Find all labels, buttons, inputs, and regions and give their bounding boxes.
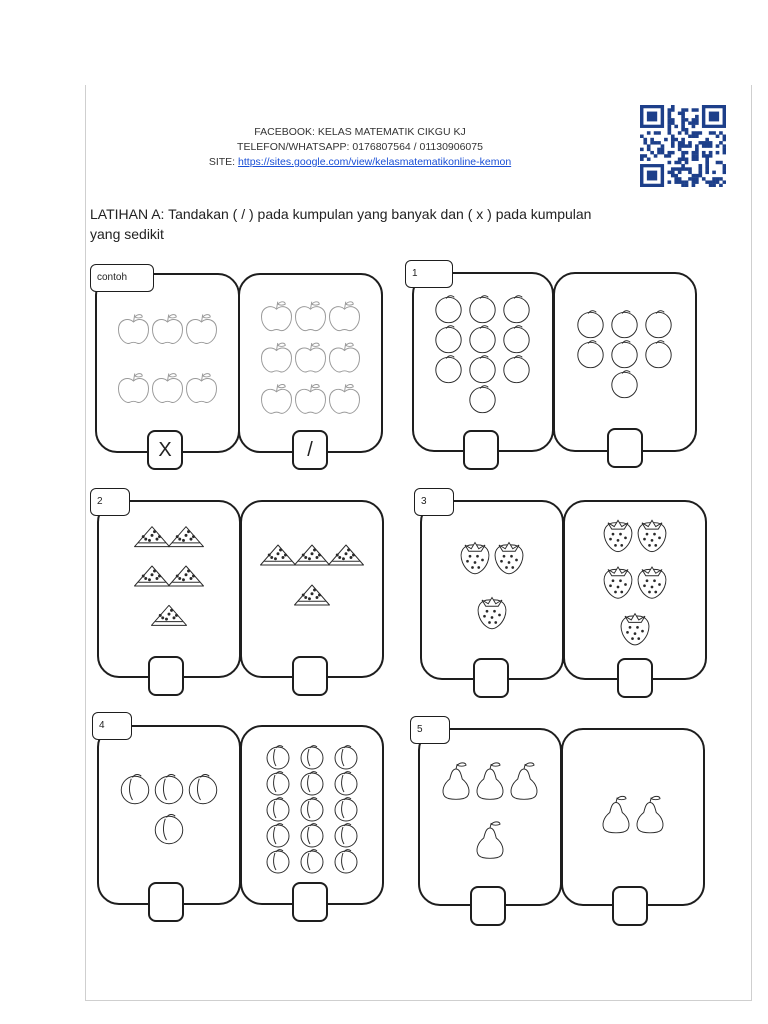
peach-icon bbox=[155, 815, 183, 844]
orange-icon bbox=[646, 311, 671, 338]
orange-icon bbox=[436, 326, 461, 353]
watermelon-icon bbox=[295, 545, 330, 565]
peach-icon bbox=[267, 798, 289, 821]
peach-icon bbox=[189, 775, 217, 804]
orange-icon bbox=[578, 311, 603, 338]
orange-icon bbox=[612, 341, 637, 368]
pear-icon bbox=[477, 763, 503, 799]
pear-icon bbox=[603, 796, 629, 832]
pear-icon bbox=[477, 822, 503, 858]
page-header bbox=[150, 125, 570, 170]
answer-box-right[interactable] bbox=[292, 656, 328, 696]
apple-group-right bbox=[248, 296, 373, 420]
peach-icon bbox=[335, 798, 357, 821]
apple-icon bbox=[262, 302, 292, 331]
watermelon-icon bbox=[329, 545, 364, 565]
apple-icon bbox=[262, 343, 292, 372]
apple-icon bbox=[296, 343, 326, 372]
watermelon-icon bbox=[169, 527, 204, 547]
apple-icon bbox=[330, 343, 360, 372]
orange-icon bbox=[470, 326, 495, 353]
answer-box-left[interactable] bbox=[148, 656, 184, 696]
exercise-label: 5 bbox=[410, 716, 450, 744]
watermelon-icon bbox=[169, 566, 204, 586]
facebook-line: FACEBOOK: KELAS MATEMATIK CIKGU KJ bbox=[254, 126, 466, 138]
peach-icon bbox=[301, 850, 323, 873]
watermelon-icon bbox=[152, 605, 187, 625]
apple-icon bbox=[262, 384, 292, 413]
orange-icon bbox=[578, 341, 603, 368]
apple-icon bbox=[187, 374, 217, 403]
strawberry-icon bbox=[621, 614, 649, 645]
strawberry-group-left bbox=[430, 530, 554, 640]
answer-box-right[interactable] bbox=[617, 658, 653, 698]
watermelon-icon bbox=[295, 585, 330, 605]
pear-icon bbox=[443, 763, 469, 799]
apple-icon bbox=[330, 384, 360, 413]
strawberry-icon bbox=[604, 567, 632, 598]
pear-group-left bbox=[428, 752, 552, 870]
orange-icon bbox=[612, 311, 637, 338]
answer-box-left[interactable]: X bbox=[147, 430, 183, 470]
answer-box-right[interactable]: / bbox=[292, 430, 328, 470]
answer-box-left[interactable] bbox=[473, 658, 509, 698]
orange-icon bbox=[646, 341, 671, 368]
orange-icon bbox=[470, 386, 495, 413]
answer-box-left[interactable] bbox=[470, 886, 506, 926]
site-line bbox=[150, 155, 570, 170]
apple-icon bbox=[153, 315, 183, 344]
instruction-line-1: LATIHAN A: Tandakan ( / ) pada kumpulan yang banyak dan ( x ) pada kumpulan bbox=[90, 206, 592, 222]
peach-icon bbox=[335, 824, 357, 847]
site-link[interactable]: https://sites.google.com/view/kelasmatematikonline-kemon bbox=[238, 156, 512, 168]
apple-icon bbox=[119, 315, 149, 344]
pear-group-right bbox=[571, 785, 695, 845]
orange-icon bbox=[504, 326, 529, 353]
exercise-label: 1 bbox=[405, 260, 453, 288]
peach-icon bbox=[301, 772, 323, 795]
qr-code-icon bbox=[640, 105, 726, 187]
peach-group-left bbox=[107, 770, 231, 850]
peach-icon bbox=[155, 775, 183, 804]
exercise-label: 3 bbox=[414, 488, 454, 516]
apple-group-left bbox=[105, 300, 230, 418]
peach-icon bbox=[335, 746, 357, 769]
pear-icon bbox=[511, 763, 537, 799]
apple-icon bbox=[187, 315, 217, 344]
peach-group-right bbox=[250, 745, 374, 875]
apple-icon bbox=[153, 374, 183, 403]
orange-icon bbox=[504, 296, 529, 323]
apple-icon bbox=[296, 384, 326, 413]
phone-line: TELEFON/WHATSAPP: 0176807564 / 01130906075 bbox=[237, 141, 483, 153]
orange-icon bbox=[504, 356, 529, 383]
peach-icon bbox=[267, 772, 289, 795]
answer-box-right[interactable] bbox=[612, 886, 648, 926]
apple-icon bbox=[296, 302, 326, 331]
watermelon-icon bbox=[135, 527, 170, 547]
exercise-label: 2 bbox=[90, 488, 130, 516]
strawberry-icon bbox=[638, 567, 666, 598]
peach-icon bbox=[335, 850, 357, 873]
strawberry-icon bbox=[638, 520, 666, 551]
peach-icon bbox=[301, 824, 323, 847]
peach-icon bbox=[335, 772, 357, 795]
strawberry-icon bbox=[461, 543, 489, 574]
peach-icon bbox=[267, 746, 289, 769]
pear-icon bbox=[637, 796, 663, 832]
peach-icon bbox=[301, 746, 323, 769]
answer-box-right[interactable] bbox=[292, 882, 328, 922]
strawberry-icon bbox=[495, 543, 523, 574]
orange-group-right bbox=[562, 310, 687, 400]
strawberry-icon bbox=[604, 520, 632, 551]
orange-group-left bbox=[420, 295, 545, 415]
exercise-label: 4 bbox=[92, 712, 132, 740]
exercise-label: contoh bbox=[90, 264, 154, 292]
strawberry-icon bbox=[478, 598, 506, 629]
peach-icon bbox=[267, 850, 289, 873]
watermelon-icon bbox=[135, 566, 170, 586]
watermelon-group-left bbox=[107, 522, 231, 640]
strawberry-group-right bbox=[573, 512, 697, 652]
instruction-line-2: yang sedikit bbox=[90, 226, 164, 242]
peach-icon bbox=[267, 824, 289, 847]
answer-box-right[interactable] bbox=[607, 428, 643, 468]
answer-box-left[interactable] bbox=[463, 430, 499, 470]
orange-icon bbox=[436, 356, 461, 383]
watermelon-icon bbox=[261, 545, 296, 565]
instruction-text bbox=[90, 204, 710, 244]
apple-icon bbox=[330, 302, 360, 331]
site-label: SITE: bbox=[208, 156, 239, 168]
orange-icon bbox=[436, 296, 461, 323]
orange-icon bbox=[470, 356, 495, 383]
watermelon-group-right bbox=[250, 540, 374, 620]
orange-icon bbox=[612, 371, 637, 398]
orange-icon bbox=[470, 296, 495, 323]
apple-icon bbox=[119, 374, 149, 403]
peach-icon bbox=[301, 798, 323, 821]
answer-box-left[interactable] bbox=[148, 882, 184, 922]
peach-icon bbox=[121, 775, 149, 804]
